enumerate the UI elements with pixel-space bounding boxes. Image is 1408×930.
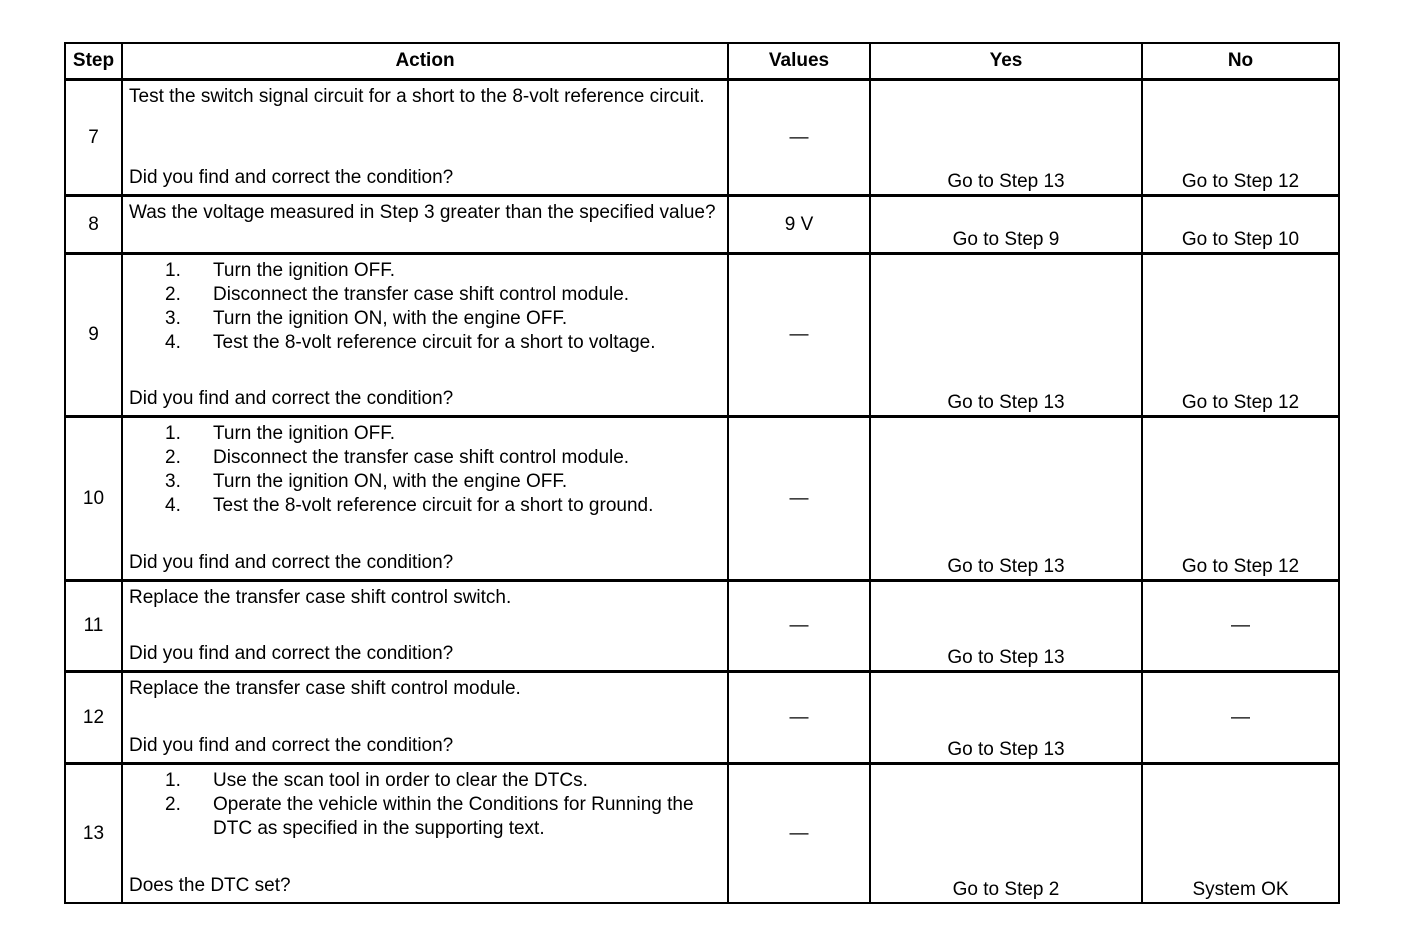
action-question: Did you find and correct the condition?	[129, 735, 454, 756]
header-no: No	[1142, 43, 1339, 80]
step-number: 9	[65, 254, 122, 417]
diagnostic-table	[64, 42, 1340, 904]
table-row	[65, 581, 1339, 672]
substep-list	[129, 259, 719, 355]
yes-cell: Go to Step 13	[870, 581, 1142, 672]
table-row	[65, 254, 1339, 417]
action-cell	[122, 764, 728, 904]
header-step: Step	[65, 43, 122, 80]
action-text: Replace the transfer case shift control module.	[129, 678, 521, 699]
action-question: Did you find and correct the condition?	[129, 643, 454, 664]
values-cell: —	[728, 581, 870, 672]
step-number: 13	[65, 764, 122, 904]
action-cell	[122, 80, 728, 196]
step-number: 11	[65, 581, 122, 672]
substep-list	[129, 422, 719, 518]
values-cell: —	[728, 254, 870, 417]
list-item: 3. Turn the ignition ON, with the engine OFF.	[165, 308, 568, 329]
action-question: Did you find and correct the condition?	[129, 388, 454, 409]
yes-cell: Go to Step 13	[870, 672, 1142, 764]
list-item: 1. Turn the ignition OFF.	[165, 423, 395, 444]
no-cell: Go to Step 12	[1142, 80, 1339, 196]
header-action: Action	[122, 43, 728, 80]
header-values: Values	[728, 43, 870, 80]
no-cell: —	[1142, 672, 1339, 764]
action-question: Does the DTC set?	[129, 875, 291, 896]
yes-cell: Go to Step 2	[870, 764, 1142, 904]
no-cell: Go to Step 10	[1142, 196, 1339, 254]
action-cell	[122, 581, 728, 672]
header-yes: Yes	[870, 43, 1142, 80]
list-item: 4. Test the 8-volt reference circuit for a short to voltage.	[165, 332, 656, 353]
list-item: 4. Test the 8-volt reference circuit for a short to ground.	[165, 495, 654, 516]
action-question: Did you find and correct the condition?	[129, 552, 454, 573]
list-item: 1. Use the scan tool in order to clear the DTCs.	[165, 770, 588, 791]
list-item: 1. Turn the ignition OFF.	[165, 260, 395, 281]
yes-cell: Go to Step 9	[870, 196, 1142, 254]
list-item: 3. Turn the ignition ON, with the engine OFF.	[165, 471, 568, 492]
action-question: Did you find and correct the condition?	[129, 167, 454, 188]
no-cell: Go to Step 12	[1142, 417, 1339, 581]
values-cell: —	[728, 672, 870, 764]
header-row	[65, 43, 1339, 80]
no-cell: System OK	[1142, 764, 1339, 904]
action-cell	[122, 196, 728, 254]
step-number: 7	[65, 80, 122, 196]
table-row	[65, 80, 1339, 196]
action-cell	[122, 417, 728, 581]
step-number: 8	[65, 196, 122, 254]
action-cell	[122, 254, 728, 417]
step-number: 10	[65, 417, 122, 581]
values-cell: —	[728, 80, 870, 196]
action-text: Replace the transfer case shift control switch.	[129, 587, 512, 608]
table-row	[65, 764, 1339, 904]
list-item: 2. Disconnect the transfer case shift control module.	[165, 447, 630, 468]
table-row	[65, 196, 1339, 254]
yes-cell: Go to Step 13	[870, 254, 1142, 417]
action-text: Was the voltage measured in Step 3 greater than the specified value?	[129, 202, 716, 223]
no-cell: Go to Step 12	[1142, 254, 1339, 417]
values-cell: —	[728, 764, 870, 904]
action-cell	[122, 672, 728, 764]
values-cell: —	[728, 417, 870, 581]
substep-list	[129, 769, 719, 841]
values-cell: 9 V	[728, 196, 870, 254]
table-row	[65, 417, 1339, 581]
yes-cell: Go to Step 13	[870, 80, 1142, 196]
list-item: 2. Operate the vehicle within the Conditions for Running the DTC as specified in the supporting text.	[165, 794, 694, 839]
no-cell: —	[1142, 581, 1339, 672]
table-row	[65, 672, 1339, 764]
yes-cell: Go to Step 13	[870, 417, 1142, 581]
list-item: 2. Disconnect the transfer case shift control module.	[165, 284, 630, 305]
step-number: 12	[65, 672, 122, 764]
action-text: Test the switch signal circuit for a short to the 8-volt reference circuit.	[129, 86, 705, 107]
